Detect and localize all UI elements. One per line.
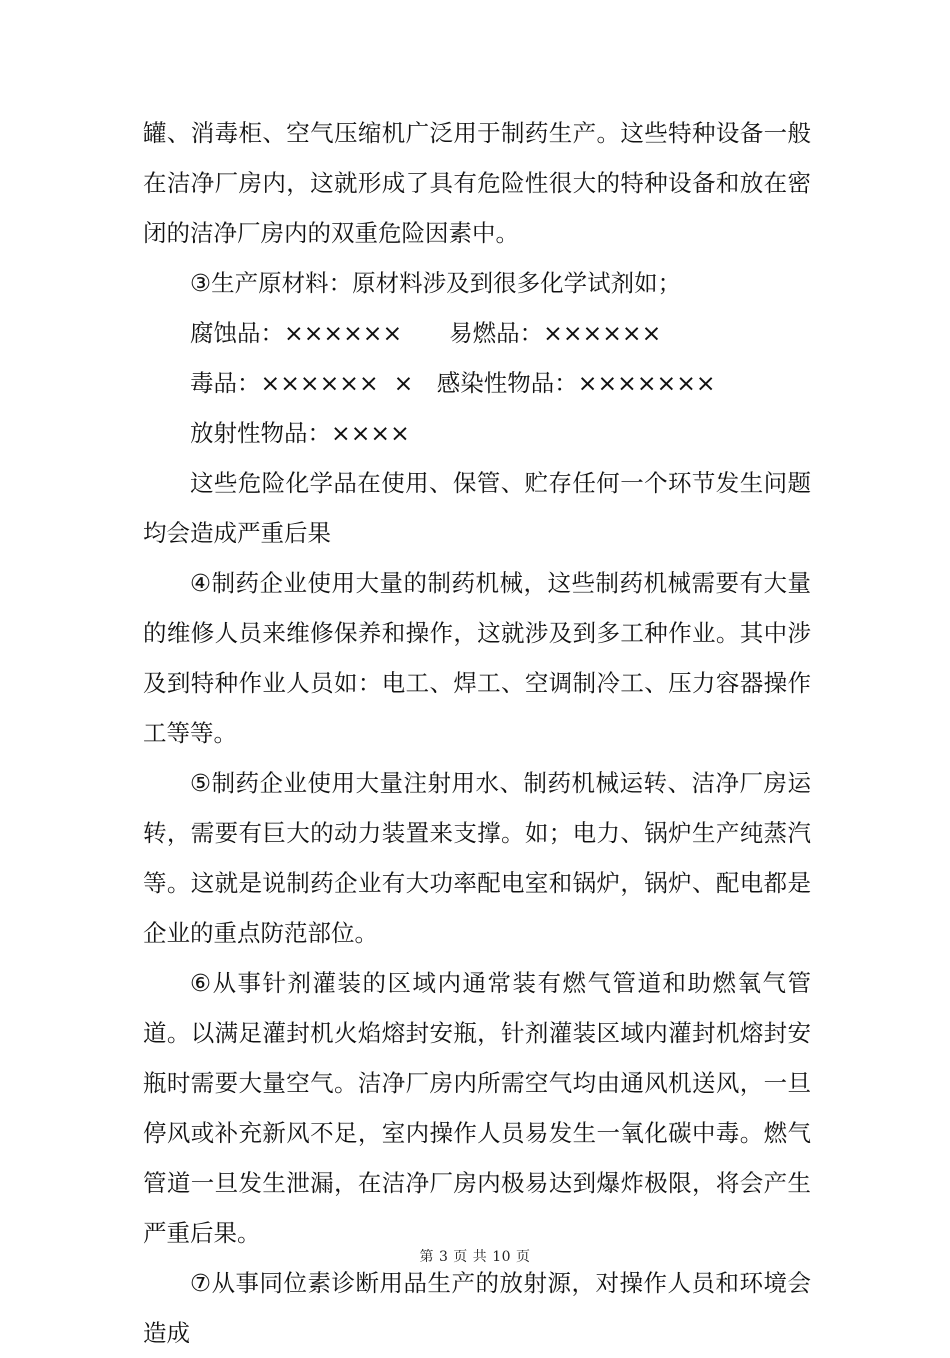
body-text — [143, 108, 811, 1358]
paragraph-hazard-consequence: 这些危险化学品在使用、保管、贮存任何一个环节发生问题均会造成严重后果 — [143, 469, 811, 547]
paragraph-gas-pipelines: ⑥从事针剂灌装的区域内通常装有燃气管道和助燃氧气管道。以满足灌封机火焰熔封安瓶，针剂灌装区域内灌封机熔封安瓶时需要大量空气。洁净厂房内所需空气均由通风机送风，一旦停风或补充新风不足，室内操作人员易发生一氧化碳中毒。燃气管道一旦发生泄漏，在洁净厂房内极易达到爆炸极限，将会产生严重后果。 — [143, 969, 811, 1247]
list-item-corrosive-flammable: 腐蚀品：×××××× 易燃品：×××××× — [190, 319, 662, 347]
paragraph-equipment-continued: 罐、消毒柜、空气压缩机广泛用于制药生产。这些特种设备一般在洁净厂房内，这就形成了具有危险性很大的特种设备和放在密闭的洁净厂房内的双重危险因素中。 — [143, 119, 811, 247]
paragraph-radiation-source: ⑦从事同位素诊断用品生产的放射源，对操作人员和环境会造成 — [143, 1269, 811, 1347]
paragraph-power-supply: ⑤制药企业使用大量注射用水、制药机械运转、洁净厂房运转，需要有巨大的动力装置来支撑。如；电力、锅炉生产纯蒸汽等。这就是说制药企业有大功率配电室和锅炉，锅炉、配电都是企业的重点防范部位。 — [143, 769, 811, 947]
list-item-toxic-infectious: 毒品：×××××× × 感染性物品：××××××× — [190, 369, 716, 397]
paragraph-raw-materials: ③生产原材料：原材料涉及到很多化学试剂如； — [190, 269, 682, 297]
paragraph-machinery: ④制药企业使用大量的制药机械，这些制药机械需要有大量的维修人员来维修保养和操作，这就涉及到多工种作业。其中涉及到特种作业人员如：电工、焊工、空调制冷工、压力容器操作工等等。 — [143, 569, 811, 747]
list-item-radioactive: 放射性物品：×××× — [190, 419, 410, 447]
page-number-footer: 第 3 页 共 10 页 — [419, 1249, 531, 1265]
